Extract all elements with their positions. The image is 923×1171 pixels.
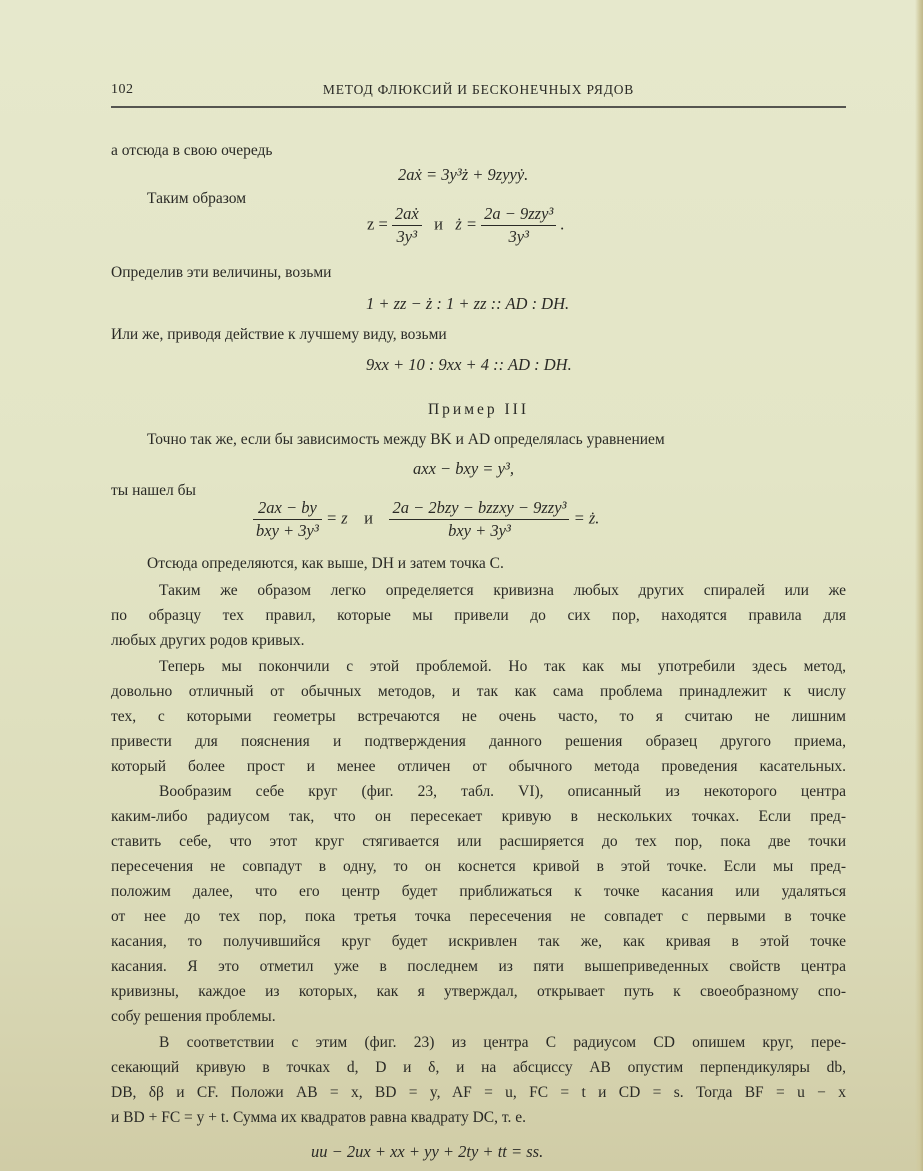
paragraph-line: привести для пояснения и подтверждения данного решения образец другого приема, [111, 733, 846, 750]
paragraph-line: Теперь мы покончили с этой проблемой. Но так как мы употребили здесь метод, [159, 658, 846, 675]
text-line: Точно так же, если бы зависимость между BK и AD определялась уравнением [147, 431, 665, 448]
paragraph-line: кривизны, каждое из которых, как я утверждал, открывает путь к своеобразному спо- [111, 983, 846, 1000]
paragraph-line: тех, с которыми геометры встречаются не очень часто, то я считаю не лишним [111, 708, 846, 725]
paragraph-line: по образцу тех правил, которые мы привели до сих пор, находятся правила для [111, 607, 846, 624]
paragraph-line: собу решения проблемы. [111, 1008, 276, 1025]
paragraph-line: довольно отличный от обычных методов, и так как сама проблема принадлежит к числу [111, 683, 846, 700]
eq-lhs: z = [367, 214, 388, 234]
text-line: Определив эти величины, возьми [111, 264, 332, 281]
paragraph-line: пересечения не совпадут в одну, то он коснется кривой в этой точке. Если мы пред- [111, 858, 846, 875]
final-equation: uu − 2ux + xx + yy + 2ty + tt = ss. [311, 1142, 544, 1161]
text-line: а отсюда в свою очередь [111, 142, 273, 159]
paragraph-line: Таким же образом легко определяется кривизна любых других спиралей или же [159, 582, 846, 599]
page-number: 102 [111, 82, 134, 97]
equation-fractions: z = $\frac{2aẋ}{\text{3y³}}$ и ż = $\frac{\text{2a − 9zzy³}}{\text{3y³}}$ . [367, 204, 565, 246]
paragraph-line: любых других родов кривых. [111, 632, 305, 649]
paragraph-line: DB, δβ и CF. Положи AB = x, BD = y, AF = u, FC = t и CD = s. Тогда BF = u − x [111, 1084, 846, 1101]
paragraph-line: который более прост и менее отличен от обычного метода проведения касательных. [111, 758, 846, 775]
paragraph-line: секающий кривую в точках d, D и δ, и на абсциссу AB опустим перпендикуляры db, [111, 1059, 846, 1076]
paragraph-line: каким-либо радиусом так, что он пересекает кривую в нескольких точках. Если пред- [111, 808, 846, 825]
fraction: $\frac{\text{2a − 2bzy − bzzxy − 9zzy³}}{\text{bxy + 3y³}}$ [389, 498, 569, 541]
equation: 9xx + 10 : 9xx + 4 :: AD : DH. [366, 355, 572, 374]
fraction: $\frac{\text{2a − 9zzy³}}{\text{3y³}}$ [481, 204, 556, 247]
equation: 1 + zz − ż : 1 + zz :: AD : DH. [366, 294, 570, 313]
paragraph-line: касания, то получившийся круг будет искривлен так же, как кривая в этой точке [111, 933, 846, 950]
equation: 2aẋ = 3y³ż + 9zyyẏ. [398, 165, 529, 184]
equation: axx − bxy = y³, [413, 459, 514, 478]
paragraph-line: положим далее, что его центр будет приближаться к точке касания или удаляться [111, 883, 846, 900]
section-heading: Пример III [427, 401, 530, 418]
header-rule [111, 106, 846, 108]
equation-fractions: $\frac{2ax - by}{\text{bxy + 3y³}}$ = z и $\frac{\text{2a − 2bzy − bzzxy − 9zzy³}}{\text{bxy + 3y³}}$ = ż. [253, 498, 599, 541]
text-line: ты нашел бы [111, 482, 196, 499]
running-header [111, 82, 846, 104]
text-line: Таким образом [147, 190, 247, 207]
fraction: $\frac{2ax - by}{\text{bxy + 3y³}}$ [253, 498, 322, 541]
paragraph-line: ставить себе, что этот круг стягивается или расширяется до тех пор, пока две точки [111, 833, 846, 850]
paragraph-line: В соответствии с этим (фиг. 23) из центра C радиусом CD опишем круг, пере- [159, 1034, 846, 1051]
paragraph-line: касания. Я это отметил уже в последнем из пяти вышеприведенных свойств центра [111, 958, 846, 975]
text-line: Или же, приводя действие к лучшему виду, возьми [111, 326, 447, 343]
text-line: Отсюда определяются, как выше, DH и затем точка C. [147, 555, 504, 572]
paragraph-line: от нее до тех пор, пока третья точка пересечения не совпадет с первыми в точке [111, 908, 846, 925]
paragraph-line: и BD + FC = y + t. Сумма их квадратов равна квадрату DC, т. е. [111, 1109, 527, 1126]
page-edge-shadow [915, 0, 923, 1171]
fraction: $\frac{2aẋ}{\text{3y³}}$ [392, 204, 422, 247]
paragraph-line: Вообразим себе круг (фиг. 23, табл. VI), описанный из некоторого центра [159, 783, 846, 800]
running-title: МЕТОД ФЛЮКСИЙ И БЕСКОНЕЧНЫХ РЯДОВ [322, 82, 635, 97]
